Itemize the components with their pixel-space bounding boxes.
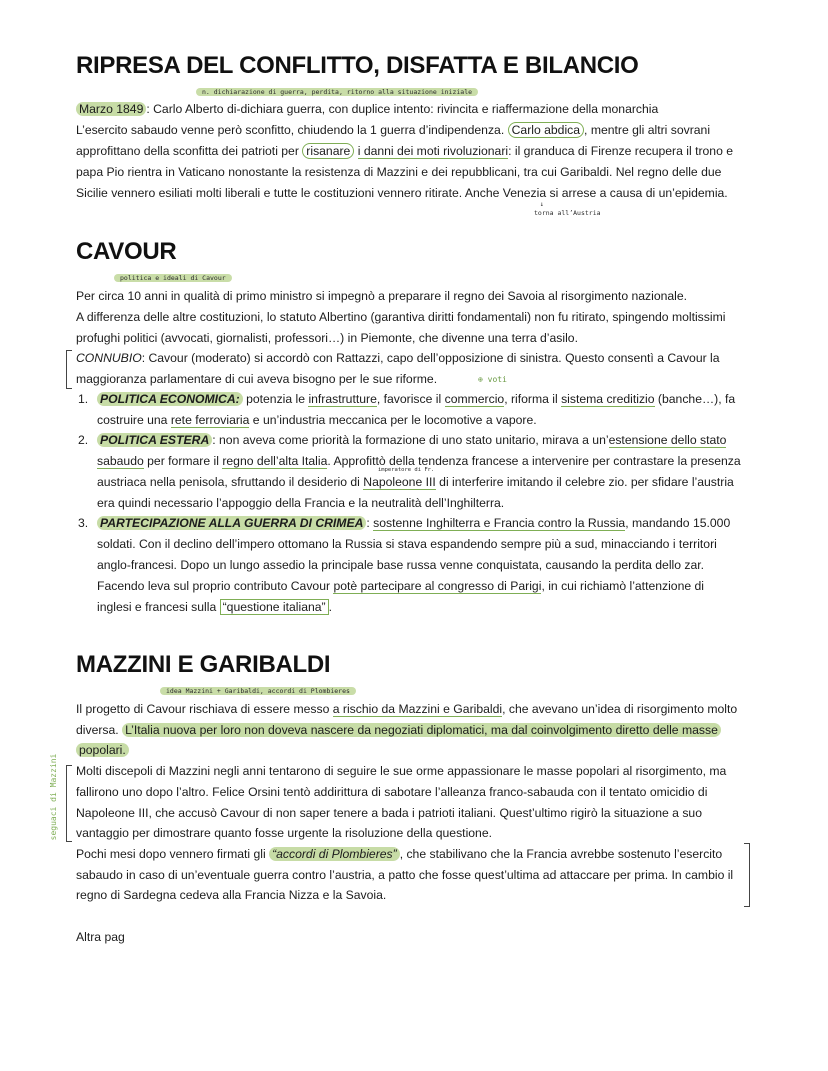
section-title-mazzini: MAZZINI E GARIBALDI <box>76 651 331 678</box>
text-line: Pochi mesi dopo vennero firmati gli “accordi di Plombieres” , che stabilivano che la Francia avrebbe sostenuto l’esercito <box>76 847 723 861</box>
footer-text: Altra pag <box>76 930 125 944</box>
circled-risanare: risanare <box>302 143 354 159</box>
text-line: CONNUBIO: Cavour (moderato) si accordò con Rattazzi, capo dell’opposizione di sinistra. Questo consentì a Cavour la <box>76 351 720 365</box>
section-title-ripresa: RIPRESA DEL CONFLITTO, DISFATTA E BILANCIO <box>76 52 639 79</box>
text-line: austriaca nella penisola, sfruttando il desiderio di Napoleone III di interferire imitando il celebre zio. per sfidare l’austria <box>97 475 734 489</box>
highlight-italia-nuova: L’Italia nuova per loro non doveva nascere da negoziati diplomatici, ma dal coinvolgimento diretto delle masse <box>122 723 721 737</box>
text-line: Marzo 1849 : Carlo Alberto di-dichiara guerra, con duplice intento: rivincita e riaffermazione della monarchia <box>76 102 658 117</box>
text-line: profughi politici (avvocati, giornalisti, professori…) in Piemonte, che divenne una terra d’asilo. <box>76 331 578 345</box>
highlight-marzo: Marzo 1849 <box>76 102 146 116</box>
handwritten-note-voti: ⊕ voti <box>478 375 507 384</box>
text-line: vantaggio per dimostrare quanto fosse urgente la risoluzione della questione. <box>76 826 492 840</box>
handwritten-side-note <box>36 752 76 842</box>
handwritten-note-venezia: torna all’Austria <box>534 209 601 217</box>
boxed-questione-italiana: “questione italiana” <box>220 599 329 615</box>
section-title-cavour: CAVOUR <box>76 238 177 265</box>
arrow-icon: ↓ <box>540 200 544 208</box>
bracket-mark <box>744 843 750 907</box>
text-line: L’esercito sabaudo venne però sconfitto, chiudendo la 1 guerra d’indipendenza. Carlo abdica , mentre gli altri sovrani <box>76 123 711 137</box>
list-number: 3. <box>78 516 89 530</box>
handwritten-note-imperatore: imperatore di Fr. <box>378 467 435 473</box>
text-line: Per circa 10 anni in qualità di primo ministro si impegnò a preparare il regno dei Savoia al risorgimento nazionale. <box>76 289 688 303</box>
text-line: regno di Sardegna cedeva alla Francia Nizza e la Savoia. <box>76 888 387 902</box>
text-line: sabaudo in caso di un’eventuale guerra contro l’austria, a patto che fosse quest’ultima ad attaccare per prima. In cambio il <box>76 868 734 882</box>
text-line: popolari. <box>76 743 129 758</box>
text-line: papa Pio rientra in Vaticano nonostante la resistenza di Mazzini e dei repubblicani, tra cui Garibaldi. Nel regno delle due <box>76 165 722 179</box>
list-item-politica-economica: POLITICA ECONOMICA: potenzia le infrastrutture, favorisce il commercio, riforma il sistema creditizio (banche…), fa <box>97 392 735 407</box>
text-line: A differenza delle altre costituzioni, lo statuto Albertino (garantiva diritti fondamentali) non fu ritirato, spingendo moltissimi <box>76 310 726 324</box>
text-line: fallirono uno dopo l’altro. Felice Orsini tentò addirittura di sabotare l’alleanza franco-sabauda con il tentato omicidio di <box>76 785 708 799</box>
circled-carlo-abdica: Carlo abdica <box>508 122 584 138</box>
list-number: 2. <box>78 433 89 447</box>
text-line: soldati. Con il declino dell’impero ottomano la Russia si stava espandendo sempre più a sud, minacciando i territori <box>97 537 717 551</box>
text-line: Il progetto di Cavour rischiava di essere messo a rischio da Mazzini e Garibaldi, che avevano un’idea di risorgimento molto <box>76 702 738 716</box>
text-line: sabaudo per formare il regno dell’alta Italia. Approfittò della tendenza francese a intervenire per contrastare la presenza <box>97 454 741 468</box>
text-line: Molti discepoli di Mazzini negli anni tentarono di seguire le sue orme appassionare le masse popolari al risorgimento, ma <box>76 764 727 778</box>
list-item-politica-estera: POLITICA ESTERA : non aveva come priorità la formazione di uno stato unitario, mirava a un’estensione dello stato <box>97 433 726 448</box>
text-line: Napoleone III, che accusò Cavour di non saper tenere a bada i patrioti italiani. Quest’ultimo rigirò la situazione a suo <box>76 806 702 820</box>
text-line: maggioranza parlamentare di cui aveva bisogno per le sue riforme. <box>76 372 438 386</box>
handwritten-note-mazzini: idea Mazzini + Garibaldi, accordi di Plombieres <box>160 687 356 696</box>
highlight-plombieres: “accordi di Plombieres” <box>269 847 400 861</box>
text-line: Sicilie vennero esiliati molti liberali e tutte le costituzioni vennero ritirate. Anche Venezia si arrese a causa di un’epidemia. <box>76 186 728 200</box>
text-line: era quindi necessario l’appoggio della Francia e la neutralità dell’Inghilterra. <box>97 496 505 510</box>
svg-text:seguaci di Mazzini: seguaci di Mazzini <box>49 753 58 841</box>
text-line: Facendo leva sul proprio contributo Cavour potè partecipare al congresso di Parigi, in cui richiamò l’attenzione di <box>97 579 705 593</box>
text-line: approfittano della sconfitta dei patrioti per risanare i danni dei moti rivoluzionari: il granduca di Firenze recupera il trono e <box>76 144 734 158</box>
text-line: diversa. L’Italia nuova per loro non doveva nascere da negoziati diplomatici, ma dal coinvolgimento diretto delle masse <box>76 723 721 738</box>
text-line: anglo-francesi. Dopo un lungo assedio la principale base russa venne conquistata, causando la perdita dello zar. <box>97 558 705 572</box>
handwritten-note-cavour: politica e ideali di Cavour <box>114 274 232 283</box>
bracket-mark <box>66 350 72 389</box>
handwritten-note-ripresa: n. dichiarazione di guerra, perdita, ritorno alla situazione iniziale <box>196 88 478 97</box>
list-item-crimea: PARTECIPAZIONE ALLA GUERRA DI CRIMEA : sostenne Inghilterra e Francia contro la Russia, mandando 15.000 <box>97 516 730 531</box>
text-line: costruire una rete ferroviaria e un’industria meccanica per le locomotive a vapore. <box>97 413 537 427</box>
text-line: inglesi e francesi sulla “questione italiana” . <box>97 600 332 614</box>
list-number: 1. <box>78 392 89 406</box>
